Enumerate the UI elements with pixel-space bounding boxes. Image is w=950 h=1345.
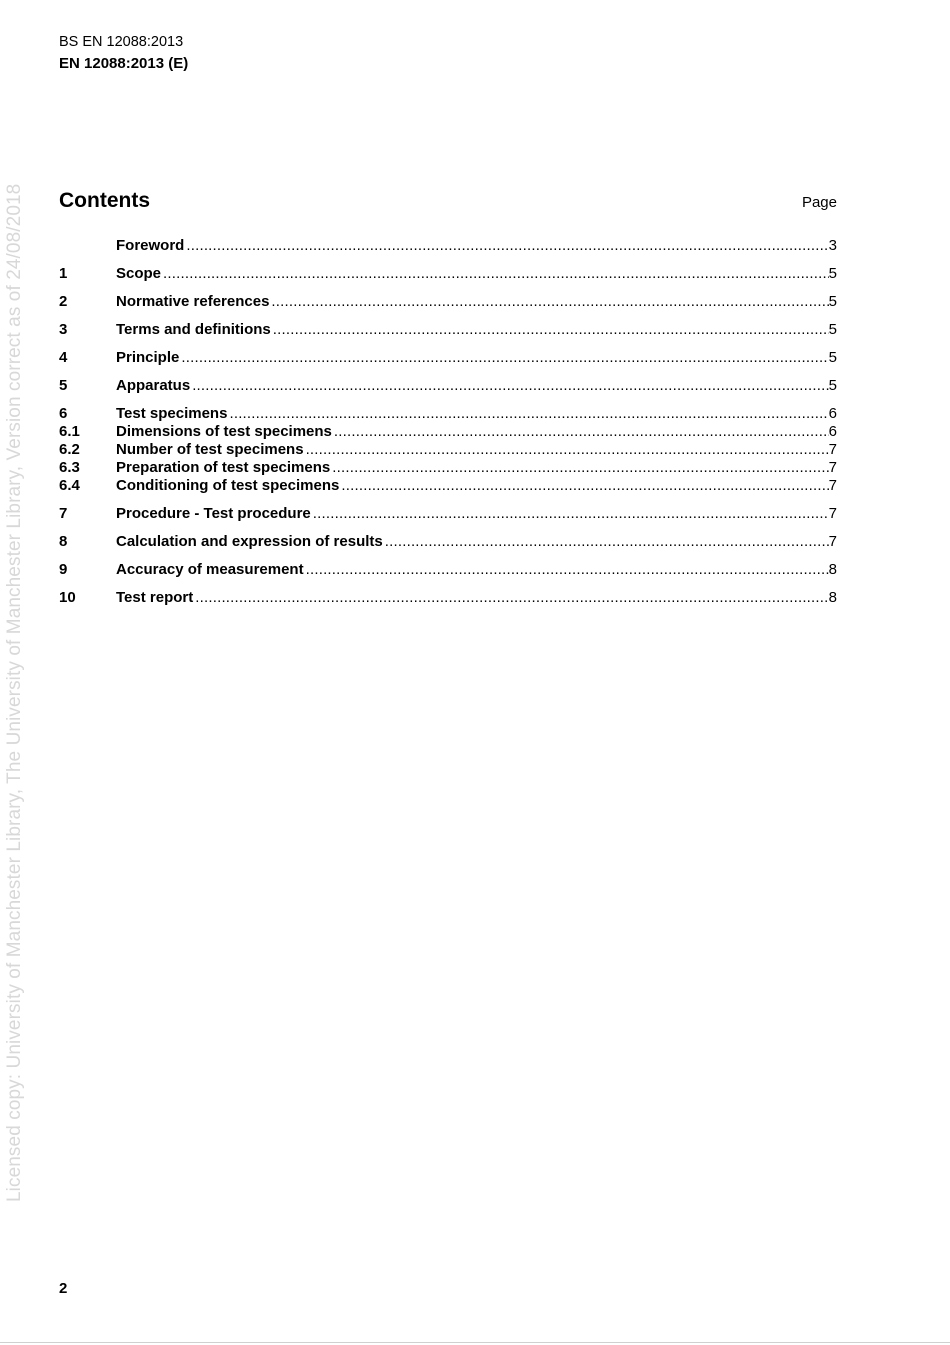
toc-entry-principle[interactable] [59, 349, 837, 367]
toc-entry-accuracy-of-measurement[interactable] [59, 561, 837, 579]
toc-entry-title: Procedure - Test procedure [116, 505, 311, 522]
toc-entry-title: Accuracy of measurement [116, 561, 304, 578]
toc-entry-title: Foreword [116, 237, 185, 254]
toc-entry-title: Terms and definitions [116, 321, 271, 338]
dot-leader [332, 459, 828, 477]
toc-entry-number: 7 [59, 505, 68, 522]
toc-entry-page: 8 [828, 589, 837, 606]
toc-entry-number: 6.2 [59, 441, 80, 458]
contents-heading: Contents [59, 189, 150, 212]
dot-leader [306, 441, 829, 459]
dot-leader [163, 265, 829, 283]
toc-entry-title: Scope [116, 265, 162, 282]
standard-edition: EN 12088:2013 (E) [59, 55, 189, 72]
toc-entry-page: 8 [828, 561, 837, 578]
toc-entry-title: Number of test specimens [116, 441, 304, 458]
dot-leader [229, 405, 828, 423]
toc-entry-preparation-of-test-specimens[interactable] [59, 459, 837, 477]
dot-leader [334, 423, 829, 441]
toc-entry-procedure[interactable] [59, 505, 837, 523]
toc-entry-number: 6.4 [59, 477, 80, 494]
page-number: 2 [59, 1280, 68, 1297]
dot-leader [341, 477, 828, 495]
dot-leader [192, 377, 828, 395]
dot-leader [385, 533, 829, 551]
toc-entry-number: 5 [59, 377, 68, 394]
toc-entry-number: 8 [59, 533, 68, 550]
toc-entry-number: 6.3 [59, 459, 80, 476]
toc-entry-page: 7 [828, 477, 837, 494]
toc-entry-test-report[interactable] [59, 589, 837, 607]
dot-leader [306, 561, 829, 579]
toc-entry-page: 3 [828, 237, 837, 254]
toc-entry-page: 7 [828, 459, 837, 476]
dot-leader [271, 293, 828, 311]
toc-entry-title: Dimensions of test specimens [116, 423, 332, 440]
document-header [59, 33, 188, 75]
toc-entry-title: Test specimens [116, 405, 228, 422]
dot-leader [195, 589, 828, 607]
toc-entry-number: 10 [59, 589, 76, 606]
standard-reference: BS EN 12088:2013 [59, 34, 184, 50]
toc-entry-page: 6 [828, 423, 837, 440]
dot-leader [181, 349, 828, 367]
table-of-contents [59, 237, 837, 607]
toc-entry-dimensions-of-test-specimens[interactable] [59, 423, 837, 441]
toc-entry-page: 5 [828, 377, 837, 394]
toc-entry-page: 6 [828, 405, 837, 422]
toc-entry-number: 6.1 [59, 423, 80, 440]
toc-entry-number: 2 [59, 293, 68, 310]
dot-leader [273, 321, 829, 339]
toc-entry-title: Normative references [116, 293, 270, 310]
page-edge-divider [0, 1342, 950, 1343]
toc-entry-number: 3 [59, 321, 68, 338]
toc-entry-page: 5 [828, 265, 837, 282]
toc-entry-title: Apparatus [116, 377, 191, 394]
toc-entry-number-of-test-specimens[interactable] [59, 441, 837, 459]
toc-entry-number: 6 [59, 405, 68, 422]
toc-entry-scope[interactable] [59, 265, 837, 283]
toc-entry-calculation-and-expression-of-results[interactable] [59, 533, 837, 551]
page-column-label: Page [801, 194, 837, 211]
toc-entry-title: Calculation and expression of results [116, 533, 383, 550]
toc-entry-conditioning-of-test-specimens[interactable] [59, 477, 837, 495]
toc-entry-test-specimens[interactable] [59, 405, 837, 423]
toc-entry-title: Principle [116, 349, 180, 366]
license-watermark: Licensed copy: University of Manchester Library, The University of Manchester Library, Version correct as of 24/08/2018 [4, 183, 25, 1202]
toc-entry-terms-and-definitions[interactable] [59, 321, 837, 339]
toc-entry-number: 9 [59, 561, 68, 578]
toc-entry-title: Preparation of test specimens [116, 459, 331, 476]
toc-entry-page: 5 [828, 321, 837, 338]
toc-entry-page: 7 [828, 533, 837, 550]
toc-entry-normative-references[interactable] [59, 293, 837, 311]
toc-entry-number: 1 [59, 265, 68, 282]
toc-entry-title: Conditioning of test specimens [116, 477, 340, 494]
toc-entry-page: 5 [828, 293, 837, 310]
toc-entry-page: 5 [828, 349, 837, 366]
toc-entry-title: Test report [116, 589, 194, 606]
toc-entry-page: 7 [828, 441, 837, 458]
toc-entry-apparatus[interactable] [59, 377, 837, 395]
toc-entry-number: 4 [59, 349, 68, 366]
toc-entry-page: 7 [828, 505, 837, 522]
dot-leader [186, 237, 828, 255]
toc-entry-foreword[interactable] [59, 237, 837, 255]
dot-leader [313, 505, 829, 523]
